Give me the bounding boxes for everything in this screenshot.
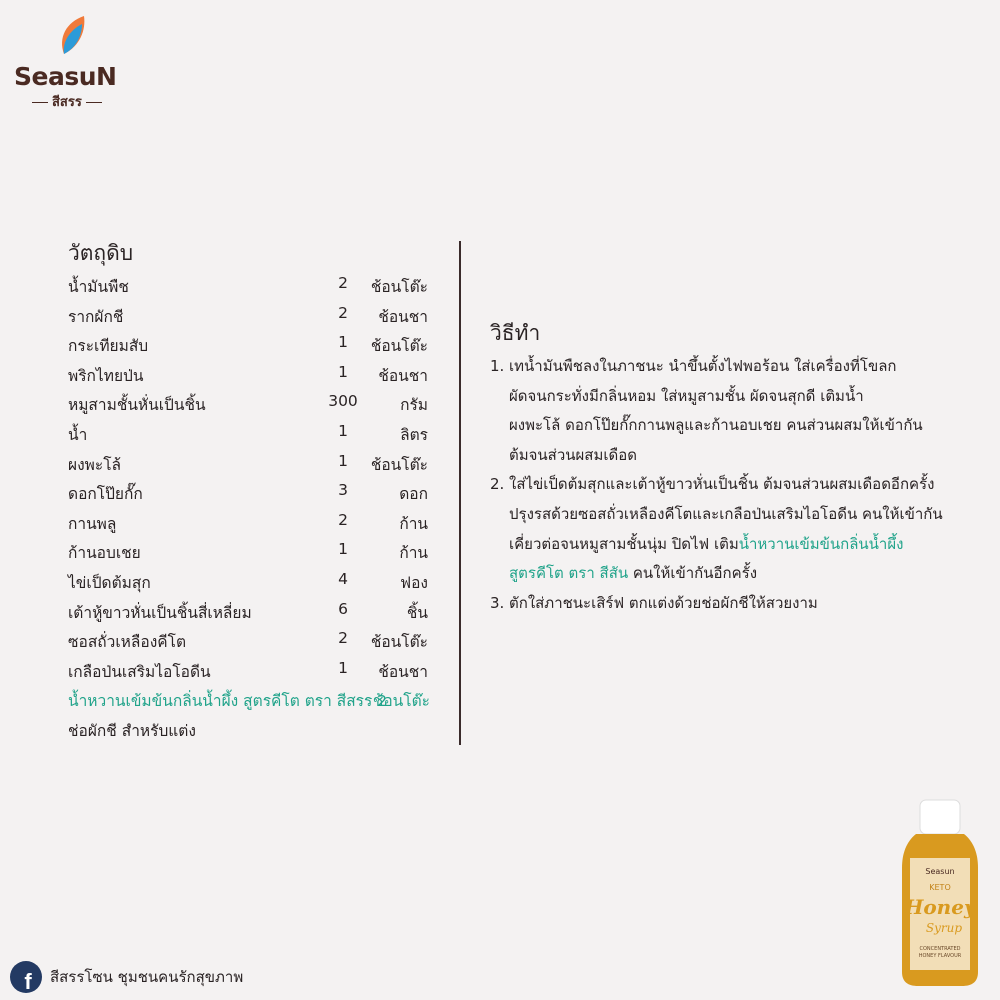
- method-step: [490, 352, 960, 470]
- leaf-icon: [58, 14, 90, 56]
- step-number: 1.: [490, 357, 505, 375]
- step-line-with-highlight: [509, 559, 960, 589]
- ingredient-row: [68, 481, 438, 511]
- ingredient-unit: กรัม: [400, 396, 428, 415]
- bottle-sub: Syrup: [925, 921, 963, 935]
- ingredient-row: [68, 540, 438, 570]
- ingredient-row: [68, 659, 438, 689]
- product-bottle-image: [898, 798, 982, 988]
- method-step: [490, 589, 960, 619]
- product-highlight: สูตรคีโต ตรา สีสัน: [509, 564, 629, 583]
- ingredient-name: กานพลู: [68, 514, 117, 533]
- step-line: ตักใส่ภาชนะเสิร์ฟ ตกแต่งด้วยช่อผักชีให้สวยงาม: [509, 593, 818, 612]
- ingredient-row: [68, 570, 438, 600]
- ingredient-qty: 1: [338, 421, 348, 440]
- ingredient-unit: ช้อนชา: [378, 366, 428, 385]
- ingredient-row: [68, 688, 438, 718]
- ingredient-name: เต้าหู้ขาวหั่นเป็นชิ้นสี่เหลี่ยม: [68, 603, 252, 622]
- ingredient-unit: ช้อนโต๊ะ: [370, 278, 428, 296]
- method-title: วิธีทำ: [490, 321, 541, 345]
- ingredient-name: น้ำมันพืช: [68, 278, 129, 296]
- ingredient-qty: 1: [338, 540, 348, 559]
- step-line: ผงพะโล้ ดอกโป๊ยกั๊กกานพลูและก้านอบเชย คนส่วนผสมให้เข้ากัน: [509, 416, 923, 435]
- ingredient-name: กระเทียมสับ: [68, 337, 149, 356]
- bottle-brand: Seasun: [925, 867, 955, 876]
- ingredient-row: [68, 452, 438, 482]
- ingredient-name: ซอสถั่วเหลืองคีโต: [68, 633, 187, 652]
- step-text: เคี่ยวต่อจนหมูสามชั้นนุ่ม ปิดไฟ เติม: [509, 534, 739, 553]
- ingredient-row: [68, 392, 438, 422]
- step-number: 2.: [490, 475, 505, 494]
- ingredient-name: พริกไทยป่น: [68, 366, 144, 385]
- ingredient-row: [68, 718, 438, 748]
- brand-sub: สีสรร: [28, 91, 106, 112]
- ingredient-qty: 4: [338, 569, 348, 588]
- bottle-desc: CONCENTRATED: [919, 946, 961, 952]
- ingredient-qty: 6: [338, 599, 348, 618]
- ingredient-qty: 2: [338, 303, 348, 322]
- ingredient-name: ก้านอบเชย: [68, 544, 141, 563]
- ingredient-row: [68, 422, 438, 452]
- method-steps: [490, 352, 960, 618]
- ingredient-qty: 1: [338, 333, 348, 352]
- brand-name: SeasuN: [14, 62, 117, 91]
- facebook-icon[interactable]: f: [10, 961, 42, 993]
- ingredient-unit: ชิ้น: [406, 603, 428, 622]
- ingredient-name: ดอกโป๊ยกั๊ก: [68, 485, 143, 504]
- ingredient-unit: ช้อนชา: [378, 662, 428, 681]
- ingredients-section: [68, 238, 438, 748]
- ingredient-unit: ดอก: [399, 485, 428, 504]
- ingredient-row: [68, 274, 438, 304]
- bottle-tag: KETO: [929, 883, 951, 892]
- bottle-name: Honey: [904, 895, 976, 919]
- ingredient-qty: 1: [338, 451, 348, 470]
- ingredient-unit: ช้อนโต๊ะ: [370, 633, 428, 652]
- ingredients-list: [68, 274, 438, 748]
- ingredient-unit: ช้อนโต๊ะ: [370, 455, 428, 474]
- step-line: ต้มจนส่วนผสมเดือด: [509, 445, 637, 464]
- ingredient-qty: 2: [338, 510, 348, 529]
- ingredient-unit: ฟอง: [400, 573, 428, 592]
- ingredient-unit: ก้าน: [399, 544, 428, 563]
- brand-logo: [14, 14, 124, 110]
- step-text: คนให้เข้ากันอีกครั้ง: [628, 564, 758, 583]
- ingredient-unit: ช้อนโต๊ะ: [372, 692, 430, 711]
- ingredient-unit: ช้อนชา: [378, 307, 428, 326]
- step-line-with-highlight: [509, 530, 960, 560]
- ingredient-name: รากผักชี: [68, 307, 124, 326]
- divider: [459, 241, 461, 745]
- product-highlight: น้ำหวานเข้มข้นกลิ่นน้ำผึ้ง: [738, 534, 904, 553]
- ingredient-name: ผงพะโล้: [68, 455, 122, 474]
- ingredient-unit: ก้าน: [399, 514, 428, 533]
- ingredient-name: ช่อผักชี สำหรับแต่ง: [68, 721, 196, 740]
- footer-text: สีสรรโซน ชุมชนคนรักสุขภาพ: [50, 968, 244, 986]
- ingredient-row: [68, 600, 438, 630]
- ingredient-qty: 300: [328, 392, 358, 411]
- ingredient-unit: ช้อนโต๊ะ: [370, 337, 428, 356]
- ingredient-name: น้ำ: [68, 425, 88, 444]
- ingredient-qty: 2: [338, 274, 348, 292]
- step-line: ปรุงรสด้วยซอสถั่วเหลืองคีโตและเกลือป่นเสริมไอโอดีน คนให้เข้ากัน: [509, 504, 943, 523]
- ingredient-qty: 2: [338, 629, 348, 648]
- ingredients-title: วัตถุดิบ: [68, 241, 134, 265]
- step-line: ใส่ไข่เป็ดต้มสุกและเต้าหู้ขาวหั่นเป็นชิ้น ต้มจนส่วนผสมเดือดอีกครั้ง: [509, 475, 935, 494]
- ingredient-qty: 1: [338, 362, 348, 381]
- ingredient-name: เกลือป่นเสริมไอโอดีน: [68, 662, 211, 681]
- step-line: ผัดจนกระทั่งมีกลิ่นหอม ใส่หมูสามชั้น ผัดจนสุกดี เติมน้ำ: [509, 386, 864, 405]
- method-section: [490, 318, 960, 618]
- ingredient-row: [68, 629, 438, 659]
- step-line: เทน้ำมันพืชลงในภาชนะ นำขึ้นตั้งไฟพอร้อน ใส่เครื่องที่โขลก: [509, 357, 897, 375]
- ingredient-row: [68, 363, 438, 393]
- bottle-desc: HONEY FLAVOUR: [918, 953, 962, 959]
- ingredient-name: น้ำหวานเข้มข้นกลิ่นน้ำผึ้ง สูตรคีโต ตรา สีสรร 2: [68, 692, 388, 711]
- ingredient-row: [68, 333, 438, 363]
- ingredient-unit: ลิตร: [400, 425, 428, 444]
- step-number: 3.: [490, 593, 505, 612]
- ingredient-row: [68, 304, 438, 334]
- ingredient-qty: 3: [338, 481, 348, 500]
- ingredient-row: [68, 511, 438, 541]
- method-step: [490, 470, 960, 588]
- ingredient-qty: 1: [338, 658, 348, 677]
- ingredient-name: ไข่เป็ดต้มสุก: [68, 573, 151, 592]
- ingredient-name: หมูสามชั้นหั่นเป็นชิ้น: [68, 396, 206, 415]
- footer: [10, 960, 243, 994]
